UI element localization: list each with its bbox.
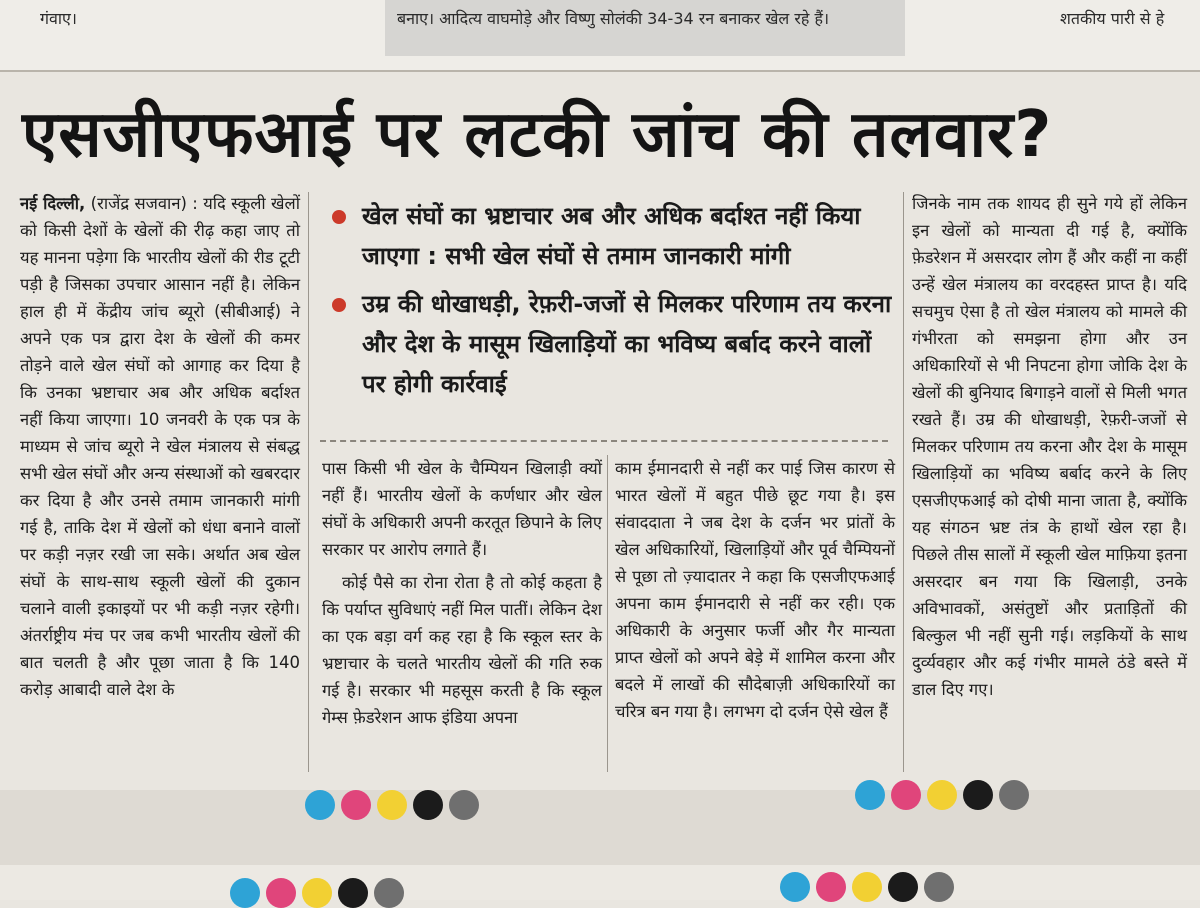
column-divider: [308, 192, 309, 772]
article-headline: एसजीएफआई पर लटकी जांच की तलवार?: [22, 98, 1053, 172]
top-fragment-middle: [385, 0, 905, 56]
top-fragment-right: [1060, 0, 1200, 30]
registration-marks-bottom-left: [230, 878, 404, 908]
bullet-dot-icon: [332, 210, 346, 224]
article-column-4: [912, 190, 1187, 703]
highlight-bullet-text: उम्र की धोखाधड़ी, रेफ़री-जजों से मिलकर परिणाम तय करना और देश के मासूम खिलाड़ियों का भविष्य बर्बाद करने वालों पर होगी कार्रवाई: [362, 290, 892, 398]
previous-article-strip: [0, 0, 1200, 72]
article-column-2: [322, 455, 602, 731]
yellow-registration-dot-icon: [377, 790, 407, 820]
cyan-registration-dot-icon: [230, 878, 260, 908]
gray-registration-dot-icon: [374, 878, 404, 908]
yellow-registration-dot-icon: [302, 878, 332, 908]
highlight-bullet-text: खेल संघों का भ्रष्टाचार अब और अधिक बर्दाश्त नहीं किया जाएगा : सभी खेल संघों से तमाम जानकारी मांगी: [362, 202, 861, 270]
cyan-registration-dot-icon: [305, 790, 335, 820]
magenta-registration-dot-icon: [891, 780, 921, 810]
column-divider: [607, 455, 608, 772]
black-registration-dot-icon: [888, 872, 918, 902]
magenta-registration-dot-icon: [816, 872, 846, 902]
registration-marks-left: [305, 790, 479, 820]
magenta-registration-dot-icon: [266, 878, 296, 908]
article-column-1: [20, 190, 300, 703]
article-column-3: [615, 455, 895, 725]
cyan-registration-dot-icon: [780, 872, 810, 902]
gray-registration-dot-icon: [924, 872, 954, 902]
highlight-bullet: [320, 284, 900, 404]
author-credit: (राजेंद्र सजवान) :: [90, 194, 198, 213]
registration-marks-bottom-right: [780, 872, 954, 902]
highlight-bullets: [320, 196, 900, 404]
cyan-registration-dot-icon: [855, 780, 885, 810]
gray-registration-dot-icon: [999, 780, 1029, 810]
dateline: नई दिल्ली,: [20, 194, 86, 213]
torn-paper-edge: [0, 865, 1200, 900]
top-fragment-left-text: गंवाए।: [40, 9, 77, 28]
column-4-body: जिनके नाम तक शायद ही सुने गये हों लेकिन इन खेलों को मान्यता दी गई है, क्योंकि फ़ेडरेशन में असरदार लोग हैं और कहीं ना कहीं उन्हें खेल मंत्रालय का वरदहस्त प्राप्त है। यदि सचमुच ऐसा है तो खेल मंत्रालय को मामले की गंभीरता को समझना होगा और उन अधिकारियों से भी निपटना होगा जोकि देश के खेलों की बुनियाद बिगाड़ने वालों से मिली भगत रखते हैं। उम्र की धोखाधड़ी, रेफ़री-जजों से मिलकर परिणाम तय करना और देश के मासूम खिलाड़ियों का भविष्य बर्बाद करने के लिए एसजीएफआई को दोषी माना जाता है, क्योंकि यह संगठन भ्रष्ट तंत्र के हाथों खेल रहा है। पिछले तीस सालों में स्कूली खेल माफ़िया इतना असरदार बन गया कि खिलाड़ी, उनके अविभावकों, असंतुष्टों और प्रताड़ितों की बिल्कुल भी नहीं सुनी गई। लड़कियों के साथ दुर्व्यवहार और कई गंभीर मामले ठंडे बस्ते में डाल दिए गए।: [912, 194, 1187, 699]
bullet-dot-icon: [332, 298, 346, 312]
black-registration-dot-icon: [413, 790, 443, 820]
yellow-registration-dot-icon: [852, 872, 882, 902]
magenta-registration-dot-icon: [341, 790, 371, 820]
column-2-paragraph-2: कोई पैसे का रोना रोता है तो कोई कहता है कि पर्याप्त सुविधाएं नहीं मिल पातीं। लेकिन देश का एक बड़ा वर्ग कह रहा है कि स्कूल स्तर के भ्रष्टाचार के चलते भारतीय खेलों की गति रुक गई है। सरकार भी महसूस करती है कि स्कूल गेम्स फ़ेडरेशन आफ इंडिया अपना: [322, 573, 602, 727]
black-registration-dot-icon: [963, 780, 993, 810]
column-3-body: काम ईमानदारी से नहीं कर पाई जिस कारण से भारत खेलों में बहुत पीछे छूट गया है। इस संवाददाता ने जब देश के दर्जन भर प्रांतों के खेल अधिकारियों, खिलाड़ियों और पूर्व चैम्पियनों से पूछा तो ज़्यादातर ने कहा कि एसजीएफआई अपना काम ईमानदारी से नहीं कर रही। एक अधिकारी के अनुसार फर्जी और गैर मान्यता प्राप्त खेलों को अपने बेड़े में शामिल करना और बदले में लाखों की सौदेबाज़ी अधिकारियों का चरित्र बन गया है। लगभग दो दर्जन ऐसे खेल हैं: [615, 459, 895, 721]
black-registration-dot-icon: [338, 878, 368, 908]
gray-registration-dot-icon: [449, 790, 479, 820]
top-fragment-left: [40, 0, 340, 30]
top-fragment-right-text: शतकीय पारी से हे: [1060, 9, 1165, 28]
bullets-separator: [320, 440, 888, 442]
registration-marks-right: [855, 780, 1029, 810]
column-1-body: यदि स्कूली खेलों को किसी देशों के खेलों की रीढ़ कहा जाए तो यह मानना पड़ेगा कि भारतीय खेलों की रीड टूटी पड़ी है जिसका उपचार आसान नहीं है। लेकिन हाल ही में केंद्रीय जांच ब्यूरो (सीबीआई) ने अपने एक पत्र द्वारा देश के खेलों की कमर तोड़ने वाले खेल संघों को आगाह कर दिया है कि उनका भ्रष्टाचार अब और अधिक बर्दाश्त नहीं किया जाएगा। 10 जनवरी के एक पत्र के माध्यम से जांच ब्यूरो ने खेल मंत्रालय से संबद्ध सभी खेल संघों और अन्य संस्थाओं को खबरदार कर दिया है और उनसे तमाम जानकारी मांगी गई है, ताकि देश में खेलों को धंधा बनाने वालों पर कड़ी नज़र रखी जा सके। अर्थात अब खेल संघों के साथ-साथ स्कूली खेलों की दुकान चलाने वाली इकाइयों पर भी कड़ी नज़र रहेगी। अंतर्राष्ट्रीय मंच पर जब कभी भारतीय खेलों की बात चलती है और पूछा जाता है कि 140 करोड़ आबादी वाले देश के: [20, 194, 301, 699]
top-fragment-middle-text: बनाए। आदित्य वाघमोड़े और विष्णु सोलंकी 34-34 रन बनाकर खेल रहे हैं।: [397, 9, 830, 28]
column-2-paragraph-1: पास किसी भी खेल के चैम्पियन खिलाड़ी क्यों नहीं हैं। भारतीय खेलों के कर्णधार और खेल संघों के अधिकारी अपनी करतूत छिपाने के लिए सरकार पर आरोप लगाते हैं।: [322, 459, 602, 559]
yellow-registration-dot-icon: [927, 780, 957, 810]
highlight-bullet: [320, 196, 900, 276]
column-divider: [903, 192, 904, 772]
